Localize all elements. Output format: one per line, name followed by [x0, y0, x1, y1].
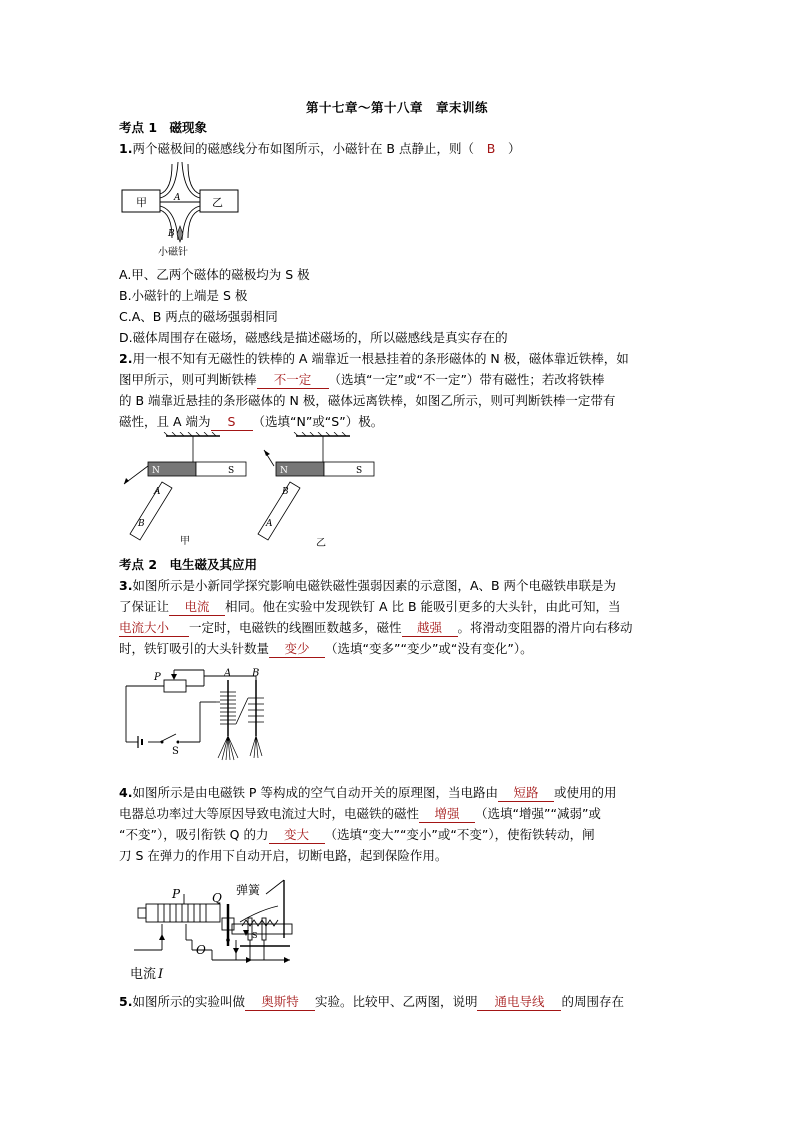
- question-5-answer-1: 奥斯特: [245, 994, 315, 1011]
- question-3-answer-2: 电流大小: [119, 620, 189, 637]
- question-4-text-2a: 电器总功率过大等原因导致电流过大时，电磁铁的磁性: [119, 806, 420, 821]
- question-2-text-2a: 图甲所示，则可判断铁棒: [119, 372, 257, 387]
- label-i: I: [158, 967, 164, 982]
- question-3-text-2b: 相同。他在实验中发现铁钉 A 比 B 能吸引更多的大头针，由此可知，当: [225, 599, 621, 614]
- label-q: Q: [212, 891, 222, 905]
- question-4-text-2b: （选填“增强”“减弱”或: [475, 806, 601, 821]
- question-4-answer-1: 短路: [498, 785, 554, 802]
- question-3-line-1: [119, 575, 679, 596]
- question-4-text-1b: 或使用的用: [553, 785, 617, 800]
- label-p: P: [172, 887, 181, 901]
- question-number: 5.: [119, 994, 133, 1009]
- question-3-answer-4: 变少: [269, 641, 325, 658]
- question-2-text-4a: 磁性，且 A 端为: [119, 414, 211, 429]
- label-spring: 弹簧: [236, 883, 261, 897]
- label-s: S: [252, 931, 258, 940]
- question-5-text-1a: 如图所示的实验叫做: [132, 994, 245, 1009]
- question-2-line-2: [119, 369, 679, 390]
- question-3-answer-1: 电流: [169, 599, 225, 616]
- question-2-text-2b: （选填“一定”或“不一定”）带有磁性；若改将铁棒: [328, 372, 605, 387]
- iron-bar-figure: [118, 432, 378, 550]
- label-a: A: [154, 487, 161, 497]
- question-1-option-c: C.A、B 两点的磁场强弱相同: [119, 309, 278, 324]
- magnetic-field-figure: [120, 160, 240, 260]
- question-3-line-2: [119, 596, 679, 617]
- question-4-text-3a: “不变”），吸引衔铁 Q 的力: [119, 827, 269, 842]
- question-4-text-3b: （选填“变大”“变小”或“不变”），使衔铁转动，闸: [324, 827, 595, 842]
- section-heading-1: 考点 1 磁现象: [119, 120, 208, 135]
- question-3-line-4: [119, 638, 679, 659]
- electromagnet-circuit-figure: [120, 662, 280, 764]
- question-1-option-b: B.小磁针的上端是 S 极: [119, 288, 248, 303]
- question-4-line-3: [119, 824, 679, 845]
- label-s-2: S: [356, 466, 363, 476]
- question-1-option-a: A.甲、乙两个磁体的磁极均为 S 极: [119, 267, 310, 282]
- label-o: O: [196, 943, 206, 957]
- label-n-2: N: [280, 466, 288, 476]
- label-jia: 甲: [136, 196, 147, 209]
- point-a: A: [174, 193, 181, 203]
- label-p: P: [154, 672, 161, 683]
- question-1-text: 两个磁极间的磁感线分布如图所示，小磁针在 B 点静止，则（: [132, 141, 474, 156]
- question-2-text-1: 用一根不知有无磁性的铁棒的 A 端靠近一根悬挂着的条形磁体的 N 极，磁体靠近铁棒，如: [132, 351, 629, 366]
- rheostat: [164, 680, 186, 692]
- label-b: B: [138, 519, 145, 529]
- section-heading-2: 考点 2 电生磁及其应用: [119, 557, 258, 572]
- electromagnet-b: [248, 680, 264, 758]
- question-3-text-3b: 一定时，电磁铁的线圈匝数越多，磁性: [189, 620, 402, 635]
- label-b-2: B: [282, 487, 289, 497]
- electromagnet-a: [218, 680, 238, 760]
- figure-jia: [124, 432, 246, 547]
- label-s: S: [228, 466, 235, 476]
- question-2-line-1: [119, 348, 679, 369]
- label-n: N: [152, 466, 160, 476]
- question-3-text-4a: 时，铁钉吸引的大头针数量: [119, 641, 270, 656]
- caption-jia: 甲: [180, 536, 190, 547]
- auto-switch-figure: [128, 874, 304, 984]
- question-5-line-1: [119, 991, 679, 1012]
- question-4-answer-2: 增强: [419, 806, 475, 823]
- question-4-line-4: 刀 S 在弹力的作用下自动开启，切断电路，起到保险作用。: [119, 848, 448, 863]
- question-2-answer-1: 不一定: [257, 372, 329, 389]
- question-2-line-3: 的 B 端靠近悬挂的条形磁体的 N 极，磁体远离铁棒，如图乙所示，则可判断铁棒一定带有: [119, 393, 616, 408]
- question-3-line-3: [119, 617, 679, 638]
- question-number: 3.: [119, 578, 133, 593]
- question-5-text-1b: 实验。比较甲、乙两图，说明: [314, 994, 478, 1009]
- question-3-answer-3: 越强: [402, 620, 458, 637]
- electromagnet-p: [146, 904, 220, 922]
- question-1-option-d: D.磁体周围存在磁场，磁感线是描述磁场的，所以磁感线是真实存在的: [119, 330, 508, 345]
- question-2-answer-2: S: [211, 414, 253, 431]
- point-b: B: [168, 229, 175, 239]
- magnet-s-pole: [196, 462, 246, 476]
- label-b: B: [252, 668, 260, 679]
- figure-yi: [258, 432, 374, 549]
- iron-bar-yi: [258, 482, 300, 540]
- question-4-answer-3: 变大: [269, 827, 325, 844]
- question-1-answer: B: [486, 141, 496, 156]
- question-number: 1.: [119, 141, 133, 156]
- question-2-text-4b: （选填“N”或“S”）极。: [252, 414, 384, 429]
- question-1-close: ）: [507, 141, 521, 156]
- question-4-text-1a: 如图所示是由电磁铁 P 等构成的空气自动开关的原理图，当电路由: [132, 785, 498, 800]
- label-a-2: A: [266, 519, 273, 529]
- question-4-line-1: [119, 782, 679, 803]
- question-3-text-3c: 。将滑动变阻器的滑片向右移动: [457, 620, 633, 635]
- label-current: 电流: [130, 967, 157, 982]
- question-3-text-1: 如图所示是小新同学探究影响电磁铁磁性强弱因素的示意图，A、B 两个电磁铁串联是为: [132, 578, 617, 593]
- question-number: 4.: [119, 785, 133, 800]
- label-s: S: [172, 746, 179, 757]
- question-3-text-4b: （选填“变多”“变少”或“没有变化”）。: [325, 641, 533, 656]
- page-title: 第十七章～第十八章 章末训练: [305, 100, 488, 115]
- question-3-text-2a: 了保证让: [119, 599, 170, 614]
- question-number: 2.: [119, 351, 133, 366]
- question-2-line-4: [119, 411, 679, 432]
- label-needle: 小磁针: [158, 247, 188, 258]
- question-4-line-2: [119, 803, 679, 824]
- caption-yi: 乙: [316, 538, 326, 549]
- question-1-stem: [119, 138, 679, 159]
- label-a: A: [224, 668, 232, 679]
- question-5-answer-2: 通电导线: [477, 994, 561, 1011]
- label-yi: 乙: [212, 196, 223, 209]
- question-5-text-1c: 的周围存在: [561, 994, 624, 1009]
- iron-bar-jia: [130, 482, 172, 540]
